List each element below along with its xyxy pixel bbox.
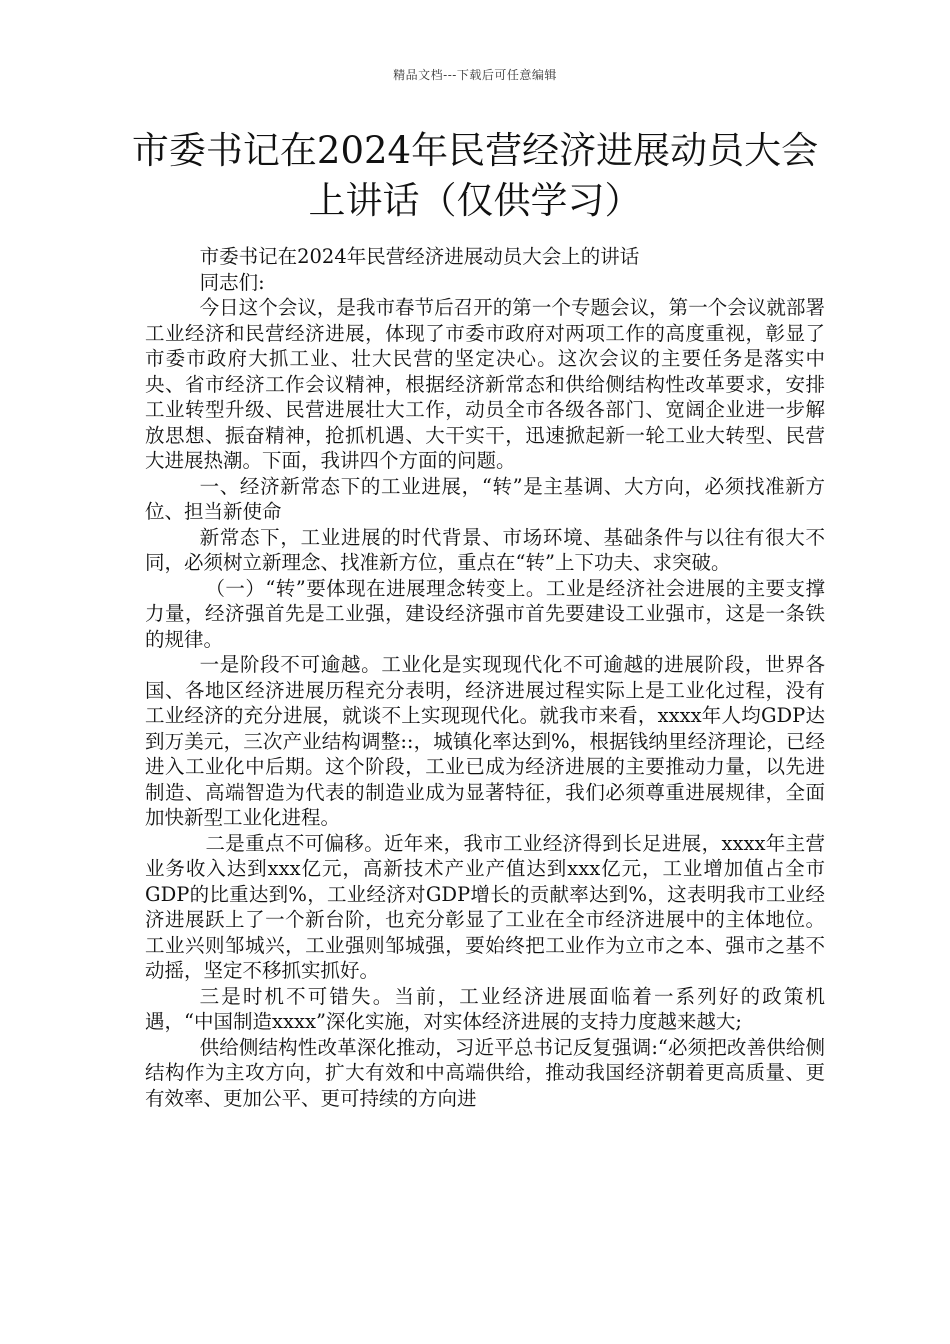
section-heading: 一、经济新常态下的工业进展，“转”是主基调、大方向，必须找准新方位、担当新使命 — [145, 474, 825, 523]
body-paragraph: 一是阶段不可逾越。工业化是实现现代化不可逾越的进展阶段，世界各国、各地区经济进展历程充分表明，经济进展过程实际上是工业化过程，没有工业经济的充分进展，就谈不上实现现代化。就我市来看，xxxx年人均GDP达到万美元，三次产业结构调整::，城镇化率达到%，根据钱纳里经济理论，已经进入工业化中后期。这个阶段，工业已成为经济进展的主要推动力量，以先进制造、高端智造为代表的制造业成为显著特征，我们必须尊重进展规律，全面加快新型工业化进程。 — [145, 653, 825, 829]
salutation-paragraph: 同志们: — [199, 270, 265, 294]
title-line-2: 上讲话（仅供学习） — [308, 179, 642, 222]
document-title — [130, 126, 820, 226]
sub-heading-paragraph: （一）“转”要体现在进展理念转变上。工业是经济社会进展的主要支撑力量，经济强首先是工业强，建设经济强市首先要建设工业强市，这是一条铁的规律。 — [145, 576, 825, 651]
document-body — [145, 244, 825, 1111]
body-paragraph: 今日这个会议，是我市春节后召开的第一个专题会议，第一个会议就部署工业经济和民营经济进展，体现了市委市政府对两项工作的高度重视，彰显了市委市政府大抓工业、壮大民营的坚定决心。这次会议的主要任务是落实中央、省市经济工作会议精神，根据经济新常态和供给侧结构性改革要求，安排工业转型升级、民营进展壮大工作，动员全市各级各部门、宽阔企业进一步解放思想、振奋精神，抢抓机遇、大干实干，迅速掀起新一轮工业大转型、民营大进展热潮。下面，我讲四个方面的问题。 — [145, 296, 825, 472]
body-paragraph: 二是重点不可偏移。近年来，我市工业经济得到长足进展，xxxx年主营业务收入达到xxx亿元，高新技术产业产值达到xxx亿元，工业增加值占全市GDP的比重达到%，工业经济对GDP增长的贡献率达到%，这表明我市工业经济进展跃上了一个新台阶，也充分彰显了工业在全市经济进展中的主体地位。工业兴则邹城兴，工业强则邹城强，要始终把工业作为立市之本、强市之基不动摇，坚定不移抓实抓好。 — [145, 831, 825, 982]
body-paragraph: 供给侧结构性改革深化推动，习近平总书记反复强调:“必须把改善供给侧结构作为主攻方向，扩大有效和中高端供给，推动我国经济朝着更高质量、更有效率、更加公平、更可持续的方向进 — [145, 1035, 825, 1110]
body-paragraph: 新常态下，工业进展的时代背景、市场环境、基础条件与以往有很大不同，必须树立新理念、找准新方位，重点在“转”上下功夫、求突破。 — [145, 525, 825, 574]
header-note: 精品文档---下载后可任意编辑 — [393, 68, 557, 82]
title-line-1: 市委书记在2024年民营经济进展动员大会 — [131, 129, 819, 172]
body-paragraph: 三是时机不可错失。当前，工业经济进展面临着一系列好的政策机遇，“中国制造xxxx”深化实施，对实体经济进展的支持力度越来越大; — [145, 984, 825, 1033]
subtitle-paragraph: 市委书记在2024年民营经济进展动员大会上的讲话 — [199, 245, 640, 268]
